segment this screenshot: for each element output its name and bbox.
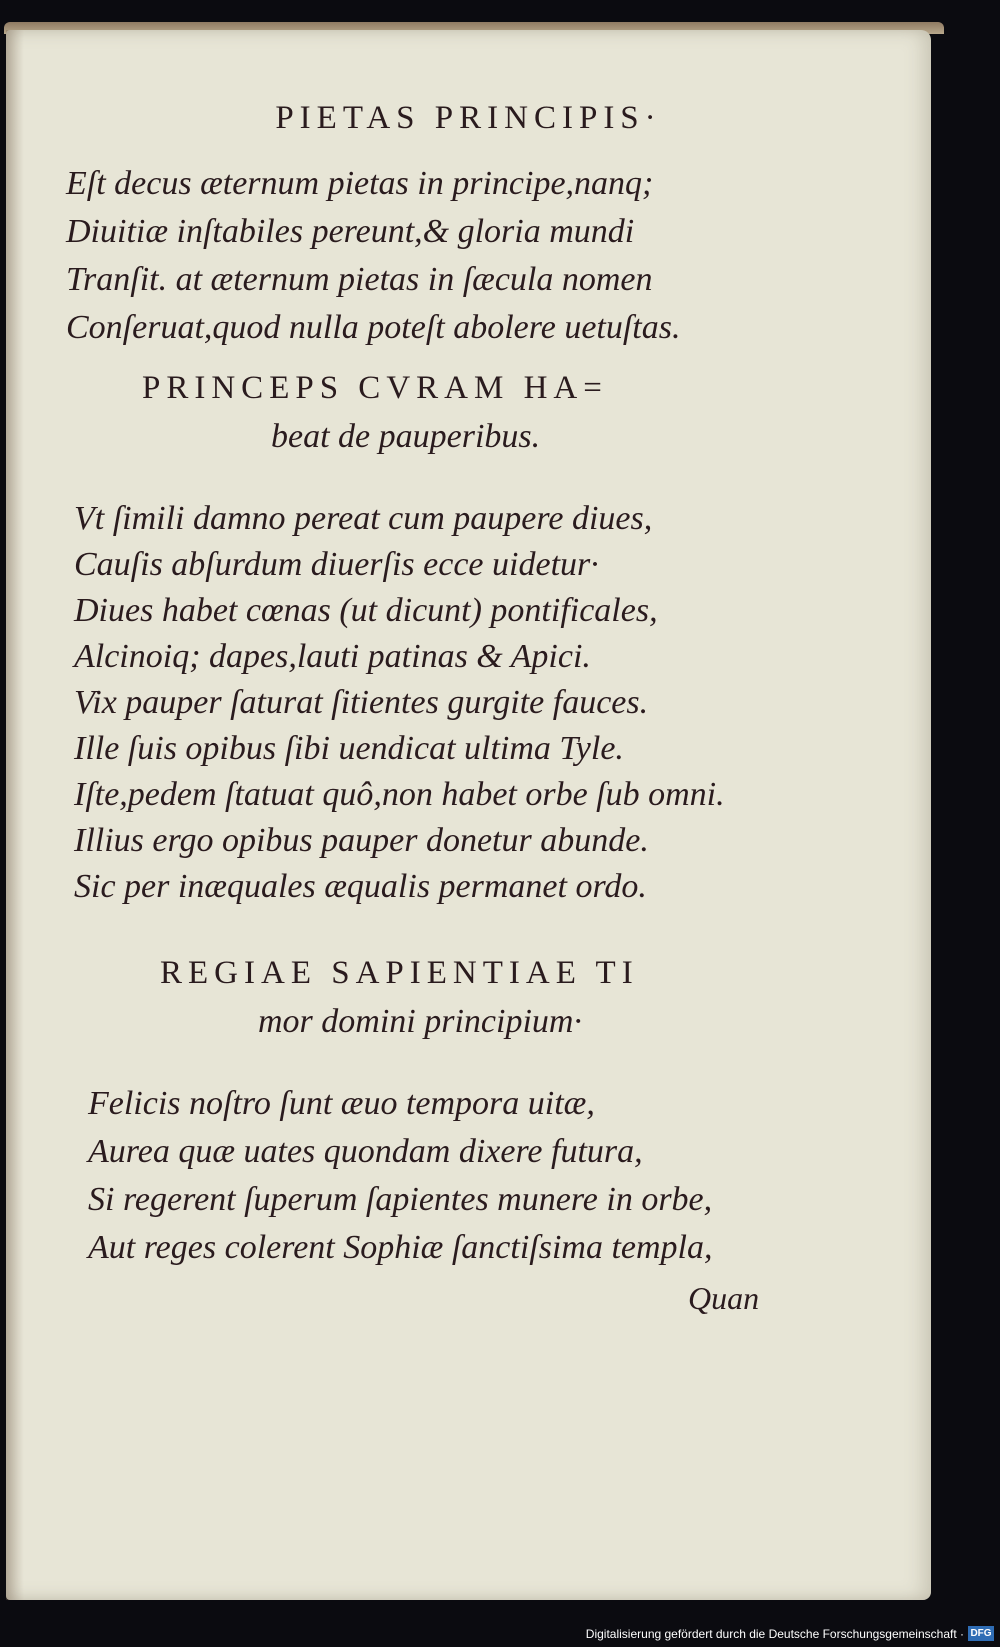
subheading-pauperibus: beat de pauperibus. <box>271 418 541 455</box>
dfg-logo-icon: DFG <box>968 1626 994 1641</box>
verse-line: Illius ergo opibus pauper donetur abunde. <box>74 822 649 859</box>
verse-line: Vt ſimili damno pereat cum paupere diues, <box>74 500 653 537</box>
verse-line: Cauſis abſurdum diuerſis ecce uidetur· <box>74 546 599 583</box>
verse-line: Ille ſuis opibus ſibi uendicat ultima Tyle. <box>74 730 624 767</box>
verse-line: Diuitiæ inſtabiles pereunt,& gloria mundi <box>66 213 635 250</box>
verse-line: Aut reges colerent Sophiæ ſanctiſsima templa, <box>88 1229 713 1266</box>
footer-credit: Digitalisierung gefördert durch die Deutsche Forschungsgemeinschaft · <box>585 1627 964 1641</box>
heading-regiae-sapientiae: REGIAE SAPIENTIAE TI <box>160 955 639 991</box>
heading-pietas-principis: PIETAS PRINCIPIS· <box>275 100 662 136</box>
subheading-principium: mor domini principium· <box>258 1003 582 1040</box>
verse-line: Sic per inæquales æqualis permanet ordo. <box>74 868 647 905</box>
verse-line: Iſte,pedem ſtatuat quô,non habet orbe ſub omni. <box>74 776 725 813</box>
footer-bar <box>0 1622 1000 1647</box>
verse-line: Felicis noſtro ſunt æuo tempora uitæ, <box>88 1085 595 1122</box>
heading-princeps-curam: PRINCEPS CVRAM HA= <box>142 370 608 406</box>
verse-line: Aurea quæ uates quondam dixere futura, <box>88 1133 643 1170</box>
verse-line: Conſeruat,quod nulla poteſt abolere uetuſtas. <box>66 309 681 346</box>
verse-line: Tranſit. at æternum pietas in ſæcula nomen <box>66 261 653 298</box>
book-page <box>6 30 931 1600</box>
verse-line: Alcinoiq; dapes,lauti patinas & Apici. <box>74 638 591 675</box>
verse-line: Eſt decus æternum pietas in principe,nanq; <box>66 165 654 202</box>
verse-line: Diues habet cœnas (ut dicunt) pontificales, <box>74 592 658 629</box>
verse-line: Vix pauper ſaturat ſitientes gurgite fauces. <box>74 684 649 721</box>
verse-line: Si regerent ſuperum ſapientes munere in orbe, <box>88 1181 713 1218</box>
catchword: Quan <box>688 1280 760 1316</box>
